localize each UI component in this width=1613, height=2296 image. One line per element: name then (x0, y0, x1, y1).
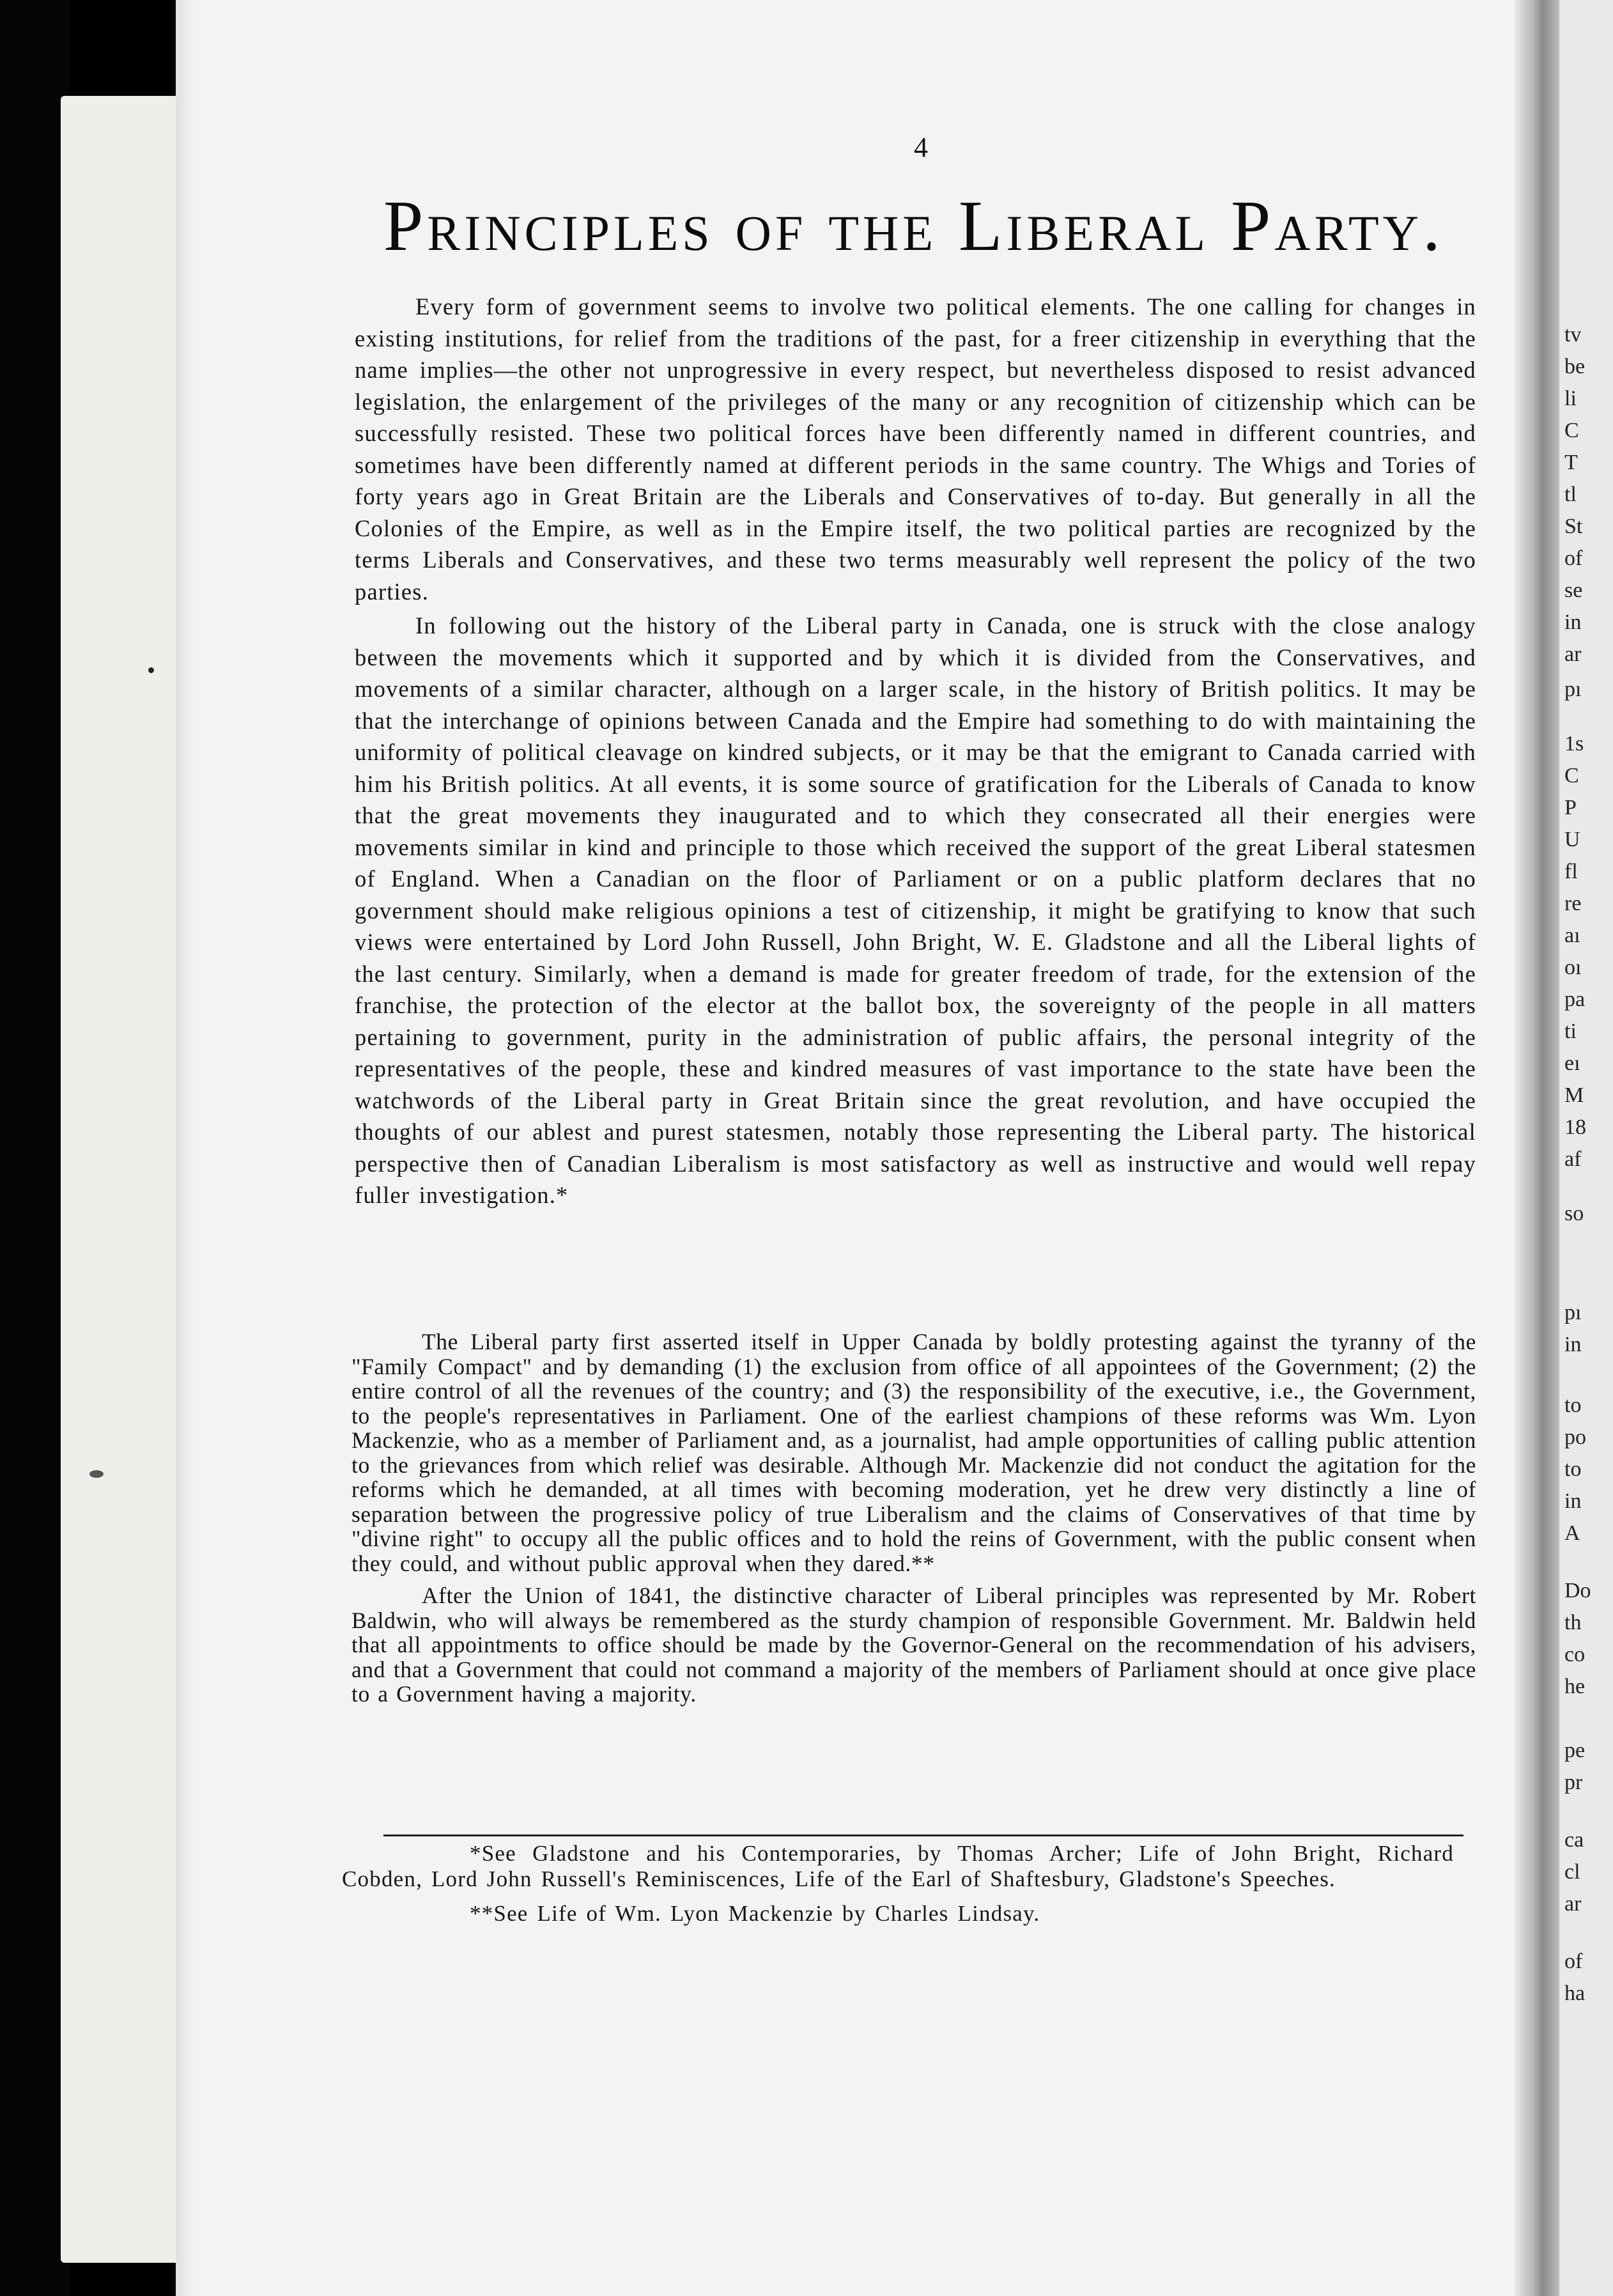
facing-page-fragment: M (1564, 1083, 1584, 1107)
page-number: 4 (914, 132, 928, 163)
facing-page-fragment: A (1564, 1521, 1580, 1545)
scan-background-left (0, 0, 70, 2296)
facing-page-fragment: to (1564, 1457, 1582, 1481)
scan-speck (148, 667, 154, 673)
facing-page-fragment: oı (1564, 956, 1582, 979)
facing-page-fragment: tl (1564, 483, 1577, 506)
facing-page-fragment: ar (1564, 642, 1582, 666)
paragraph: After the Union of 1841, the distinctive character of Liberal principles was represented by Mr. Robert Baldwin, who will always be remembered as the sturdy champion of responsible Government. Mr. Baldwin held that all appointments to office should be made by the Governor-General on the recommendation of his advisers, and that a Government that could not command a majority of the members of Parliament should at once give place to a Government having a majority. (351, 1583, 1476, 1707)
facing-page-fragment: he (1564, 1675, 1586, 1698)
scan-speck (89, 1470, 104, 1478)
footnotes (342, 1841, 1454, 1927)
facing-page-fragment: to (1564, 1393, 1582, 1417)
facing-page-fragment: be (1564, 355, 1586, 378)
facing-page-fragment: po (1564, 1425, 1586, 1449)
facing-page-fragment: P (1564, 796, 1577, 819)
facing-page-fragment: pr (1564, 1771, 1583, 1794)
facing-page-fragment: cl (1564, 1860, 1580, 1884)
body-text-small (351, 1330, 1476, 1707)
facing-page-fragment: pa (1564, 988, 1586, 1011)
facing-page-fragment: tv (1564, 323, 1582, 346)
page-title: Principles of the Liberal Party. (383, 187, 1444, 266)
facing-page-fragment: ha (1564, 1982, 1586, 2005)
facing-page-fragment: pı (1564, 1301, 1582, 1324)
facing-page-edge (1559, 0, 1613, 2296)
facing-page-fragment: in (1564, 1333, 1582, 1356)
facing-page-fragment: T (1564, 451, 1578, 474)
facing-page-fragment: ca (1564, 1828, 1584, 1852)
facing-page-fragment: 18 (1564, 1115, 1586, 1139)
facing-page-fragment: C (1564, 419, 1579, 442)
footnote: **See Life of Wm. Lyon Mackenzie by Charles Lindsay. (470, 1901, 1040, 1926)
facing-page-fragment: pe (1564, 1739, 1586, 1762)
facing-page-fragment: eı (1564, 1051, 1580, 1075)
facing-page-fragment: aı (1564, 924, 1580, 947)
facing-page-fragment: 1s (1564, 732, 1584, 756)
facing-page-fragment: so (1564, 1202, 1584, 1225)
facing-page-fragment: U (1564, 828, 1580, 851)
facing-page-fragment: th (1564, 1611, 1582, 1634)
facing-page-fragment: in (1564, 610, 1582, 634)
facing-page-fragment: pı (1564, 678, 1582, 701)
facing-page-fragment: ar (1564, 1892, 1582, 1916)
facing-page-fragment: C (1564, 764, 1579, 787)
facing-page-fragment: co (1564, 1643, 1586, 1666)
paragraph: The Liberal party first asserted itself in Upper Canada by boldly protesting against the tyranny of the "Family Compact" and by demanding (1) the exclusion from office of all appointees of the Government; (2) the entire control of all the revenues of the country; and (3) the responsibility of the executive, i.e., the Government, to the people's representatives in Parliament. One of the earliest champions of these reforms was Wm. Lyon Mackenzie, who as a member of Parliament and, as a journalist, had ample opportunities of calling public attention to the grievances from which relief was desirable. Although Mr. Mackenzie did not conduct the agitation for the reforms which he demanded, at all times with becoming moderation, yet he drew very distinctly a line of separation between the progressive policy of true Liberalism and the claims of Conservatives of that time by "divine right" to occupy all the public offices and to hold the reins of Government, with the public consent when they could, and without public approval when they dared.** (351, 1329, 1476, 1576)
facing-page-fragment: St (1564, 515, 1583, 538)
facing-page-fragment: li (1564, 387, 1577, 410)
page-shadow (176, 0, 195, 2296)
facing-page-fragment: re (1564, 892, 1582, 915)
facing-page-fragment: of (1564, 1950, 1583, 1973)
footnote: *See Gladstone and his Contemporaries, by Thomas Archer; Life of John Bright, Richard Cobden, Lord John Russell's Reminiscences, Life of the Earl of Shaftesbury, Gladstone's Speeches. (342, 1841, 1454, 1891)
facing-page-fragment: ti (1564, 1020, 1577, 1043)
body-text-large (355, 291, 1476, 1211)
facing-page-fragment: Do (1564, 1579, 1591, 1602)
paragraph: Every form of government seems to involve two political elements. The one calling for changes in existing institutions, for relief from the traditions of the past, for a freer citizenship in everything that the name implies—the other not unprogressive in every respect, but nevertheless disposed to resist advanced legislation, the enlargement of the privileges of the many or any recognition of citizenship which can be successfully resisted. These two political forces have been differently named in different countries, and sometimes have been differently named at different periods in the same country. The Whigs and Tories of forty years ago in Great Britain are the Liberals and Conservatives of to-day. But generally in all the Colonies of the Empire, as well as in the Empire itself, the two political parties are recognized by the terms Liberals and Conservatives, and these two terms measurably well represent the policy of the two parties. (355, 293, 1476, 605)
facing-page-fragment: fl (1564, 860, 1578, 883)
footnote-rule (383, 1834, 1463, 1836)
facing-page-fragment: of (1564, 547, 1583, 570)
paragraph: In following out the history of the Liberal party in Canada, one is struck with the close analogy between the movements which it supported and by which it is divided from the Conservatives, and movements of a similar character, although on a larger scale, in the history of British politics. It may be that the interchange of opinions between Canada and the Empire had something to do with maintaining the uniformity of political cleavage on kindred subjects, or it may be that the emigrant to Canada carried with him his British politics. At all events, it is some source of gratification for the Liberals of Canada to know that the great movements they inaugurated and to which they consecrated all their energies were movements similar in kind and principle to those which received the support of the great Liberal statesmen of England. When a Canadian on the floor of Parliament or on a public platform declares that no government should make religious opinions a test of citizenship, it might be gratifying to know that such views were entertained by Lord John Russell, John Bright, W. E. Gladstone and all the Liberal lights of the last century. Similarly, when a demand is made for greater freedom of trade, for the extension of the franchise, the protection of the elector at the ballot box, the sovereignty of the people in all matters pertaining to government, purity in the administration of public affairs, the personal integrity of the representatives of the people, these and kindred measures of vast importance to the state have been the watchwords of the Liberal party in Great Britain since the great revolution, and have occupied the thoughts of our ablest and purest statesmen, notably those representing the Liberal party. The historical perspective then of Canadian Liberalism is most satisfactory as well as instructive and would well repay fuller investigation.* (355, 612, 1476, 1208)
facing-page-fragment: in (1564, 1489, 1582, 1513)
facing-page-fragment: se (1564, 578, 1583, 602)
facing-page-fragment: af (1564, 1147, 1582, 1171)
book-gutter (1515, 0, 1566, 2296)
